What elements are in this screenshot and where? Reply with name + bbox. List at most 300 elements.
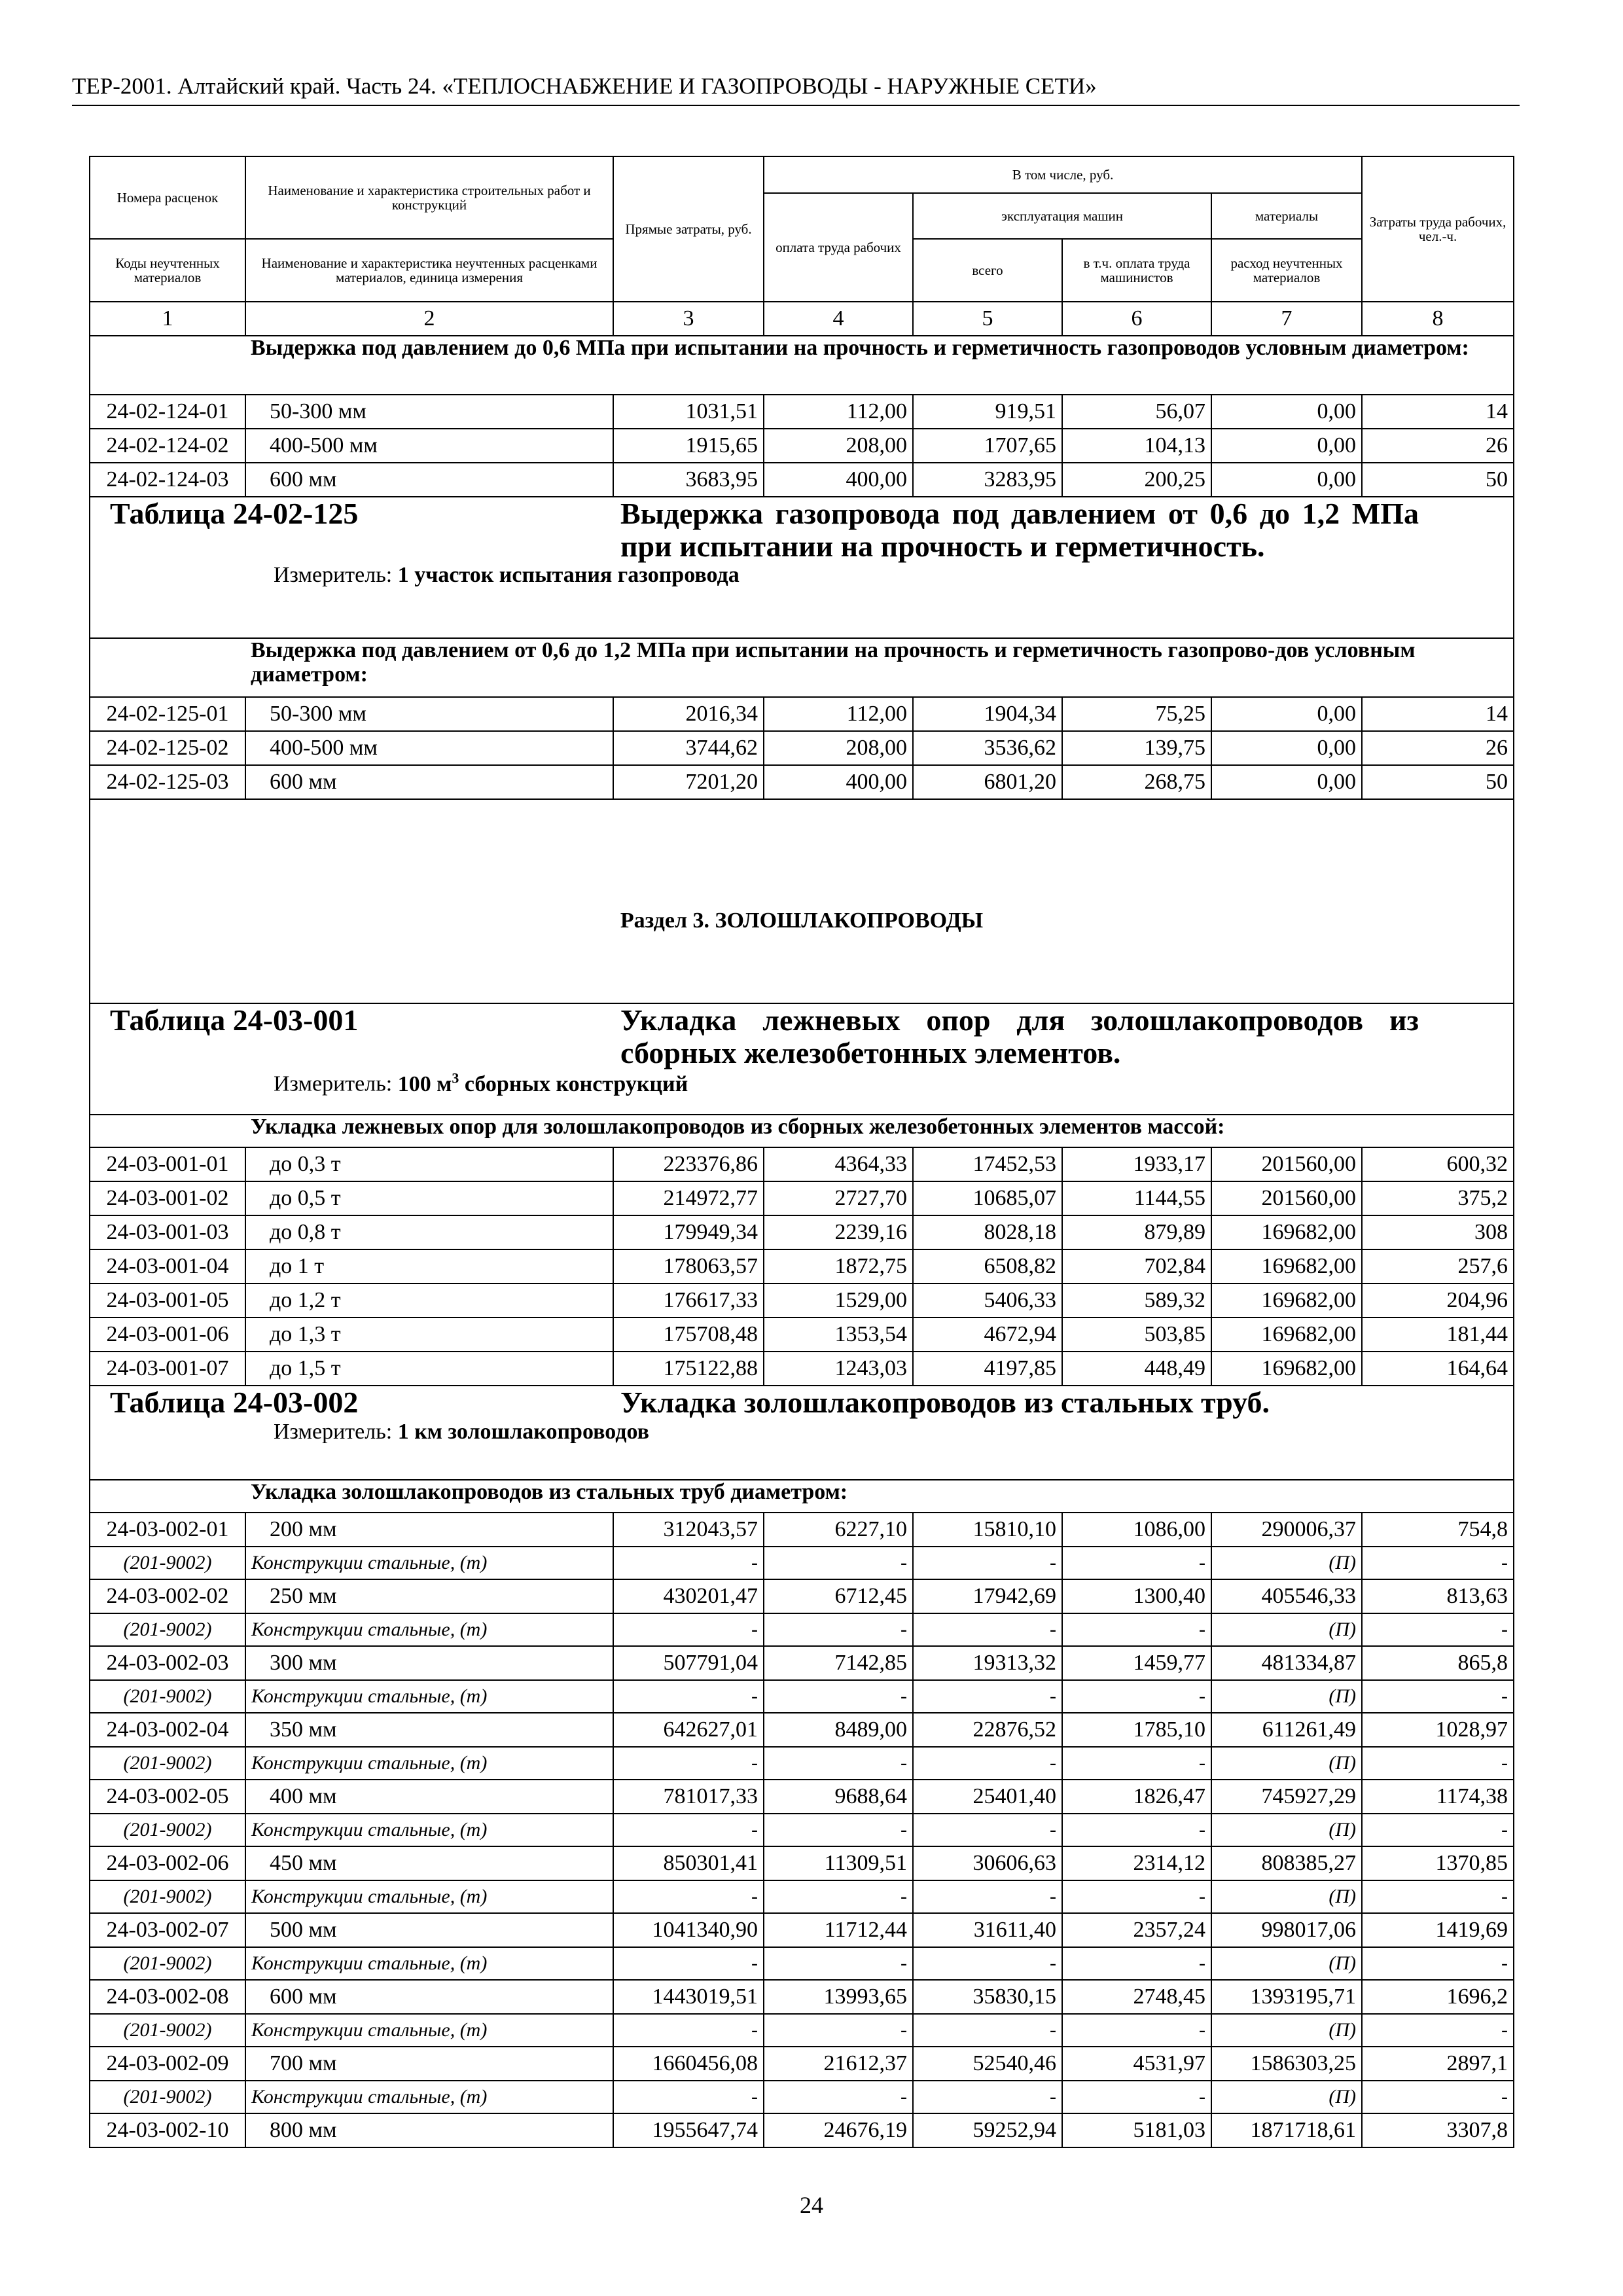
value-cell: 0,00 [1211,463,1362,497]
value-cell: 11712,44 [764,1913,913,1947]
value-cell: 850301,41 [613,1846,764,1880]
rate-code: 24-03-001-04 [90,1249,245,1283]
dash-cell: - [1362,2081,1514,2113]
work-name: 600 мм [245,463,613,497]
dash-cell: - [1362,1547,1514,1579]
table-title-cell [90,1386,1514,1480]
table-row [90,697,1514,731]
material-code: (201-9002) [90,1880,245,1913]
value-cell: 17452,53 [913,1147,1062,1181]
meter-label: Измеритель: [274,563,393,588]
value-cell: 8028,18 [913,1215,1062,1249]
value-cell: 312043,57 [613,1513,764,1547]
value-cell: 1300,40 [1062,1579,1211,1613]
value-cell: 781017,33 [613,1780,764,1814]
table-row [90,1352,1514,1386]
meter [110,564,1508,588]
table-row [90,1283,1514,1318]
material-name: Конструкции стальные, (т) [245,2081,613,2113]
value-cell: 169682,00 [1211,1215,1362,1249]
table-row [90,765,1514,799]
dash-cell: - [1062,1814,1211,1846]
value-cell: 201560,00 [1211,1147,1362,1181]
dash-cell: - [913,1547,1062,1579]
dash-cell: - [1062,1747,1211,1780]
table-row [90,1181,1514,1215]
material-mark: (П) [1211,1613,1362,1646]
dash-cell: - [1362,1947,1514,1980]
value-cell: 405546,33 [1211,1579,1362,1613]
column-number: 7 [1211,302,1362,336]
work-name: до 0,5 т [245,1181,613,1215]
table-title: Укладка лежневых опор для золошлакопроводов из сборных железобетонных элементов. [620,1003,1419,1069]
table-row [90,2047,1514,2081]
material-row [90,1613,1514,1646]
meter-sup: 3 [452,1069,459,1086]
value-cell: 169682,00 [1211,1249,1362,1283]
value-cell: 1144,55 [1062,1181,1211,1215]
dash-cell: - [1362,1613,1514,1646]
value-cell: 214972,77 [613,1181,764,1215]
dash-cell: - [1362,1747,1514,1780]
value-cell: 813,63 [1362,1579,1514,1613]
section-title: Раздел 3. ЗОЛОШЛАКОПРОВОДЫ [90,799,1514,1003]
value-cell: 178063,57 [613,1249,764,1283]
header-material-names: Наименование и характеристика неучтенных расценками материалов, единица измерения [245,239,613,302]
value-cell: 5406,33 [913,1283,1062,1318]
material-row [90,2081,1514,2113]
table-row [90,463,1514,497]
material-code: (201-9002) [90,1547,245,1579]
value-cell: 611261,49 [1211,1713,1362,1747]
dash-cell: - [1062,1947,1211,1980]
value-cell: 169682,00 [1211,1318,1362,1352]
material-name: Конструкции стальные, (т) [245,1613,613,1646]
rate-code: 24-03-002-01 [90,1513,245,1547]
value-cell: 176617,33 [613,1283,764,1318]
value-cell: 9688,64 [764,1780,913,1814]
value-cell: 8489,00 [764,1713,913,1747]
rate-code: 24-03-002-02 [90,1579,245,1613]
value-cell: 179949,34 [613,1215,764,1249]
rate-code: 24-03-002-08 [90,1980,245,2014]
dash-cell: - [913,2081,1062,2113]
value-cell: 600,32 [1362,1147,1514,1181]
dash-cell: - [613,1613,764,1646]
value-cell: 3683,95 [613,463,764,497]
table-row [90,1980,1514,2014]
meter-value-pre: 100 м [397,1071,452,1096]
value-cell: 1031,51 [613,395,764,429]
meter-value: 1 км золошлакопроводов [397,1419,649,1444]
work-name: 250 мм [245,1579,613,1613]
value-cell: 448,49 [1062,1352,1211,1386]
value-cell: 1707,65 [913,429,1062,463]
header-machines: эксплуатация машин [913,193,1211,239]
value-cell: 879,89 [1062,1215,1211,1249]
work-name: до 1 т [245,1249,613,1283]
rate-code: 24-02-125-03 [90,765,245,799]
value-cell: 13993,65 [764,1980,913,2014]
work-name: 50-300 мм [245,697,613,731]
value-cell: 1443019,51 [613,1980,764,2014]
dash-cell: - [913,1680,1062,1713]
value-cell: 169682,00 [1211,1283,1362,1318]
value-cell: 1174,38 [1362,1780,1514,1814]
value-cell: 6801,20 [913,765,1062,799]
value-cell: 204,96 [1362,1283,1514,1318]
value-cell: 745927,29 [1211,1780,1362,1814]
table-row [90,429,1514,463]
table-row [90,1513,1514,1547]
value-cell: 2016,34 [613,697,764,731]
value-cell: 104,13 [1062,429,1211,463]
table-row [90,1215,1514,1249]
dash-cell: - [1062,2014,1211,2047]
header-machines-total: всего [913,239,1062,302]
meter-value: 1 участок испытания газопровода [397,563,740,588]
material-code: (201-9002) [90,1947,245,1980]
group-heading: Выдержка под давлением до 0,6 МПа при испытании на прочность и герметичность газопроводов условным диаметром: [245,336,1514,395]
material-name: Конструкции стальные, (т) [245,1547,613,1579]
value-cell: 14 [1362,697,1514,731]
table-title-cell [90,497,1514,638]
column-number: 5 [913,302,1062,336]
header-rate-numbers: Номера расценок [90,156,245,239]
table-number: Таблица 24-03-001 [110,1003,359,1037]
value-cell: 290006,37 [1211,1513,1362,1547]
work-name: 800 мм [245,2113,613,2147]
meter-value-post: сборных конструкций [459,1071,688,1096]
value-cell: 3744,62 [613,731,764,765]
rate-code: 24-03-001-03 [90,1215,245,1249]
table-title-row [90,497,1514,638]
rate-code: 24-03-001-07 [90,1352,245,1386]
value-cell: 1826,47 [1062,1780,1211,1814]
dash-cell: - [764,2014,913,2047]
value-cell: 1353,54 [764,1318,913,1352]
material-mark: (П) [1211,1814,1362,1846]
value-cell: 223376,86 [613,1147,764,1181]
value-cell: 1586303,25 [1211,2047,1362,2081]
value-cell: 0,00 [1211,731,1362,765]
value-cell: 25401,40 [913,1780,1062,1814]
dash-cell: - [613,1880,764,1913]
table-title-row [90,1386,1514,1480]
group-code-cell [90,1115,245,1147]
material-mark: (П) [1211,1547,1362,1579]
column-number: 6 [1062,302,1211,336]
material-mark: (П) [1211,1947,1362,1980]
table-row [90,2113,1514,2147]
header-labor-cost: Затраты труда рабочих, чел.-ч. [1362,156,1514,302]
table-title-row [90,1003,1514,1115]
rate-code: 24-03-002-04 [90,1713,245,1747]
work-name: 200 мм [245,1513,613,1547]
table-row [90,1913,1514,1947]
column-number: 3 [613,302,764,336]
rate-code: 24-03-002-03 [90,1646,245,1680]
value-cell: 139,75 [1062,731,1211,765]
dash-cell: - [764,1747,913,1780]
value-cell: 1785,10 [1062,1713,1211,1747]
material-row [90,1814,1514,1846]
value-cell: 507791,04 [613,1646,764,1680]
value-cell: 6508,82 [913,1249,1062,1283]
value-cell: 1459,77 [1062,1646,1211,1680]
running-header: ТЕР-2001. Алтайский край. Часть 24. «ТЕПЛОСНАБЖЕНИЕ И ГАЗОПРОВОДЫ - НАРУЖНЫЕ СЕТИ» [72,73,1520,106]
value-cell: 31611,40 [913,1913,1062,1947]
rate-code: 24-03-001-01 [90,1147,245,1181]
value-cell: 1393195,71 [1211,1980,1362,2014]
material-code: (201-9002) [90,1814,245,1846]
value-cell: 257,6 [1362,1249,1514,1283]
meter [110,1420,1508,1444]
value-cell: 208,00 [764,429,913,463]
value-cell: 481334,87 [1211,1646,1362,1680]
group-heading-row [90,638,1514,697]
material-row [90,1680,1514,1713]
table-row [90,1713,1514,1747]
material-code: (201-9002) [90,2014,245,2047]
value-cell: 1933,17 [1062,1147,1211,1181]
dash-cell: - [913,1747,1062,1780]
dash-cell: - [764,1814,913,1846]
header-materials-consumption: расход неучтенных материалов [1211,239,1362,302]
work-name: 700 мм [245,2047,613,2081]
dash-cell: - [913,2014,1062,2047]
meter-value [397,1069,688,1096]
table-title-cell [90,1003,1514,1115]
value-cell: 59252,94 [913,2113,1062,2147]
work-name: до 1,2 т [245,1283,613,1318]
material-name: Конструкции стальные, (т) [245,1947,613,1980]
column-number: 1 [90,302,245,336]
column-numbers-row [90,302,1514,336]
rate-code: 24-03-002-07 [90,1913,245,1947]
dash-cell: - [613,1547,764,1579]
value-cell: 175122,88 [613,1352,764,1386]
dash-cell: - [764,1680,913,1713]
value-cell: 22876,52 [913,1713,1062,1747]
work-name: до 0,3 т [245,1147,613,1181]
dash-cell: - [764,1613,913,1646]
work-name: 350 мм [245,1713,613,1747]
value-cell: 2239,16 [764,1215,913,1249]
dash-cell: - [613,1814,764,1846]
material-mark: (П) [1211,1880,1362,1913]
value-cell: 4672,94 [913,1318,1062,1352]
dash-cell: - [913,1880,1062,1913]
work-name: до 1,5 т [245,1352,613,1386]
dash-cell: - [913,1947,1062,1980]
value-cell: 3283,95 [913,463,1062,497]
group-heading: Укладка золошлакопроводов из стальных труб диаметром: [245,1480,1514,1513]
group-heading: Выдержка под давлением от 0,6 до 1,2 МПа при испытании на прочность и герметичность газопрово-дов условным диаметром: [245,638,1514,697]
value-cell: 56,07 [1062,395,1211,429]
material-mark: (П) [1211,2081,1362,2113]
material-mark: (П) [1211,1747,1362,1780]
value-cell: 6227,10 [764,1513,913,1547]
table-row [90,1579,1514,1613]
value-cell: 1955647,74 [613,2113,764,2147]
rate-code: 24-03-001-06 [90,1318,245,1352]
material-mark: (П) [1211,2014,1362,2047]
value-cell: 2314,12 [1062,1846,1211,1880]
value-cell: 808385,27 [1211,1846,1362,1880]
value-cell: 3307,8 [1362,2113,1514,2147]
price-table [89,156,1514,2148]
value-cell: 6712,45 [764,1579,913,1613]
value-cell: 11309,51 [764,1846,913,1880]
section-row [90,799,1514,1003]
value-cell: 17942,69 [913,1579,1062,1613]
dash-cell: - [1362,1814,1514,1846]
work-name: 600 мм [245,765,613,799]
value-cell: 201560,00 [1211,1181,1362,1215]
value-cell: 0,00 [1211,765,1362,799]
rate-code: 24-02-124-03 [90,463,245,497]
value-cell: 430201,47 [613,1579,764,1613]
table-row [90,731,1514,765]
dash-cell: - [1362,1680,1514,1713]
value-cell: 169682,00 [1211,1352,1362,1386]
header-labor: оплата труда рабочих [764,193,913,302]
column-number: 8 [1362,302,1514,336]
material-name: Конструкции стальные, (т) [245,1680,613,1713]
value-cell: 400,00 [764,463,913,497]
value-cell: 5181,03 [1062,2113,1211,2147]
value-cell: 30606,63 [913,1846,1062,1880]
material-code: (201-9002) [90,1680,245,1713]
table-row [90,1846,1514,1880]
table-row [90,1646,1514,1680]
work-name: 400 мм [245,1780,613,1814]
dash-cell: - [764,2081,913,2113]
value-cell: 26 [1362,731,1514,765]
material-code: (201-9002) [90,1747,245,1780]
value-cell: 503,85 [1062,1318,1211,1352]
value-cell: 308 [1362,1215,1514,1249]
work-name: 450 мм [245,1846,613,1880]
value-cell: 2357,24 [1062,1913,1211,1947]
header-machinists: в т.ч. оплата труда машинистов [1062,239,1211,302]
material-row [90,1880,1514,1913]
value-cell: 1529,00 [764,1283,913,1318]
value-cell: 1904,34 [913,697,1062,731]
header-including: В том числе, руб. [764,156,1362,193]
value-cell: 7201,20 [613,765,764,799]
value-cell: 10685,07 [913,1181,1062,1215]
group-code-cell [90,336,245,395]
value-cell: 1041340,90 [613,1913,764,1947]
material-row [90,2014,1514,2047]
rate-code: 24-03-001-02 [90,1181,245,1215]
value-cell: 52540,46 [913,2047,1062,2081]
dash-cell: - [613,1747,764,1780]
work-name: 300 мм [245,1646,613,1680]
table-number: Таблица 24-03-002 [110,1386,359,1419]
rate-code: 24-02-125-01 [90,697,245,731]
value-cell: 1871718,61 [1211,2113,1362,2147]
dash-cell: - [1062,1680,1211,1713]
rate-code: 24-03-002-10 [90,2113,245,2147]
value-cell: 75,25 [1062,697,1211,731]
rate-code: 24-03-001-05 [90,1283,245,1318]
dash-cell: - [1062,1880,1211,1913]
work-name: 500 мм [245,1913,613,1947]
work-name: 400-500 мм [245,731,613,765]
value-cell: 1028,97 [1362,1713,1514,1747]
material-name: Конструкции стальные, (т) [245,1747,613,1780]
value-cell: 1696,2 [1362,1980,1514,2014]
rate-code: 24-03-002-09 [90,2047,245,2081]
column-number: 2 [245,302,613,336]
value-cell: 998017,06 [1211,1913,1362,1947]
material-mark: (П) [1211,1680,1362,1713]
value-cell: 0,00 [1211,395,1362,429]
dash-cell: - [913,1814,1062,1846]
table-row [90,1780,1514,1814]
material-name: Конструкции стальные, (т) [245,1880,613,1913]
dash-cell: - [764,1947,913,1980]
meter-label: Измеритель: [274,1419,393,1444]
table-number: Таблица 24-02-125 [110,497,359,530]
value-cell: 1419,69 [1362,1913,1514,1947]
value-cell: 175708,48 [613,1318,764,1352]
dash-cell: - [613,2081,764,2113]
value-cell: 50 [1362,765,1514,799]
value-cell: 1660456,08 [613,2047,764,2081]
group-code-cell [90,1480,245,1513]
work-name: 50-300 мм [245,395,613,429]
dash-cell: - [764,1880,913,1913]
table-row [90,1147,1514,1181]
material-code: (201-9002) [90,1613,245,1646]
value-cell: 642627,01 [613,1713,764,1747]
dash-cell: - [1062,2081,1211,2113]
value-cell: 1915,65 [613,429,764,463]
table-title: Укладка золошлакопроводов из стальных труб. [620,1386,1270,1419]
value-cell: 208,00 [764,731,913,765]
value-cell: 919,51 [913,395,1062,429]
work-name: 600 мм [245,1980,613,2014]
value-cell: 4364,33 [764,1147,913,1181]
dash-cell: - [613,1947,764,1980]
value-cell: 4531,97 [1062,2047,1211,2081]
value-cell: 865,8 [1362,1646,1514,1680]
value-cell: 2727,70 [764,1181,913,1215]
value-cell: 24676,19 [764,2113,913,2147]
group-heading-row [90,336,1514,395]
value-cell: 4197,85 [913,1352,1062,1386]
value-cell: 2748,45 [1062,1980,1211,2014]
material-row [90,1747,1514,1780]
value-cell: 112,00 [764,395,913,429]
material-name: Конструкции стальные, (т) [245,1814,613,1846]
value-cell: 589,32 [1062,1283,1211,1318]
value-cell: 1086,00 [1062,1513,1211,1547]
group-heading-row [90,1115,1514,1147]
rate-code: 24-03-002-05 [90,1780,245,1814]
value-cell: 181,44 [1362,1318,1514,1352]
dash-cell: - [1062,1547,1211,1579]
dash-cell: - [613,2014,764,2047]
meter [110,1070,1508,1096]
material-name: Конструкции стальные, (т) [245,2014,613,2047]
value-cell: 200,25 [1062,463,1211,497]
value-cell: 35830,15 [913,1980,1062,2014]
